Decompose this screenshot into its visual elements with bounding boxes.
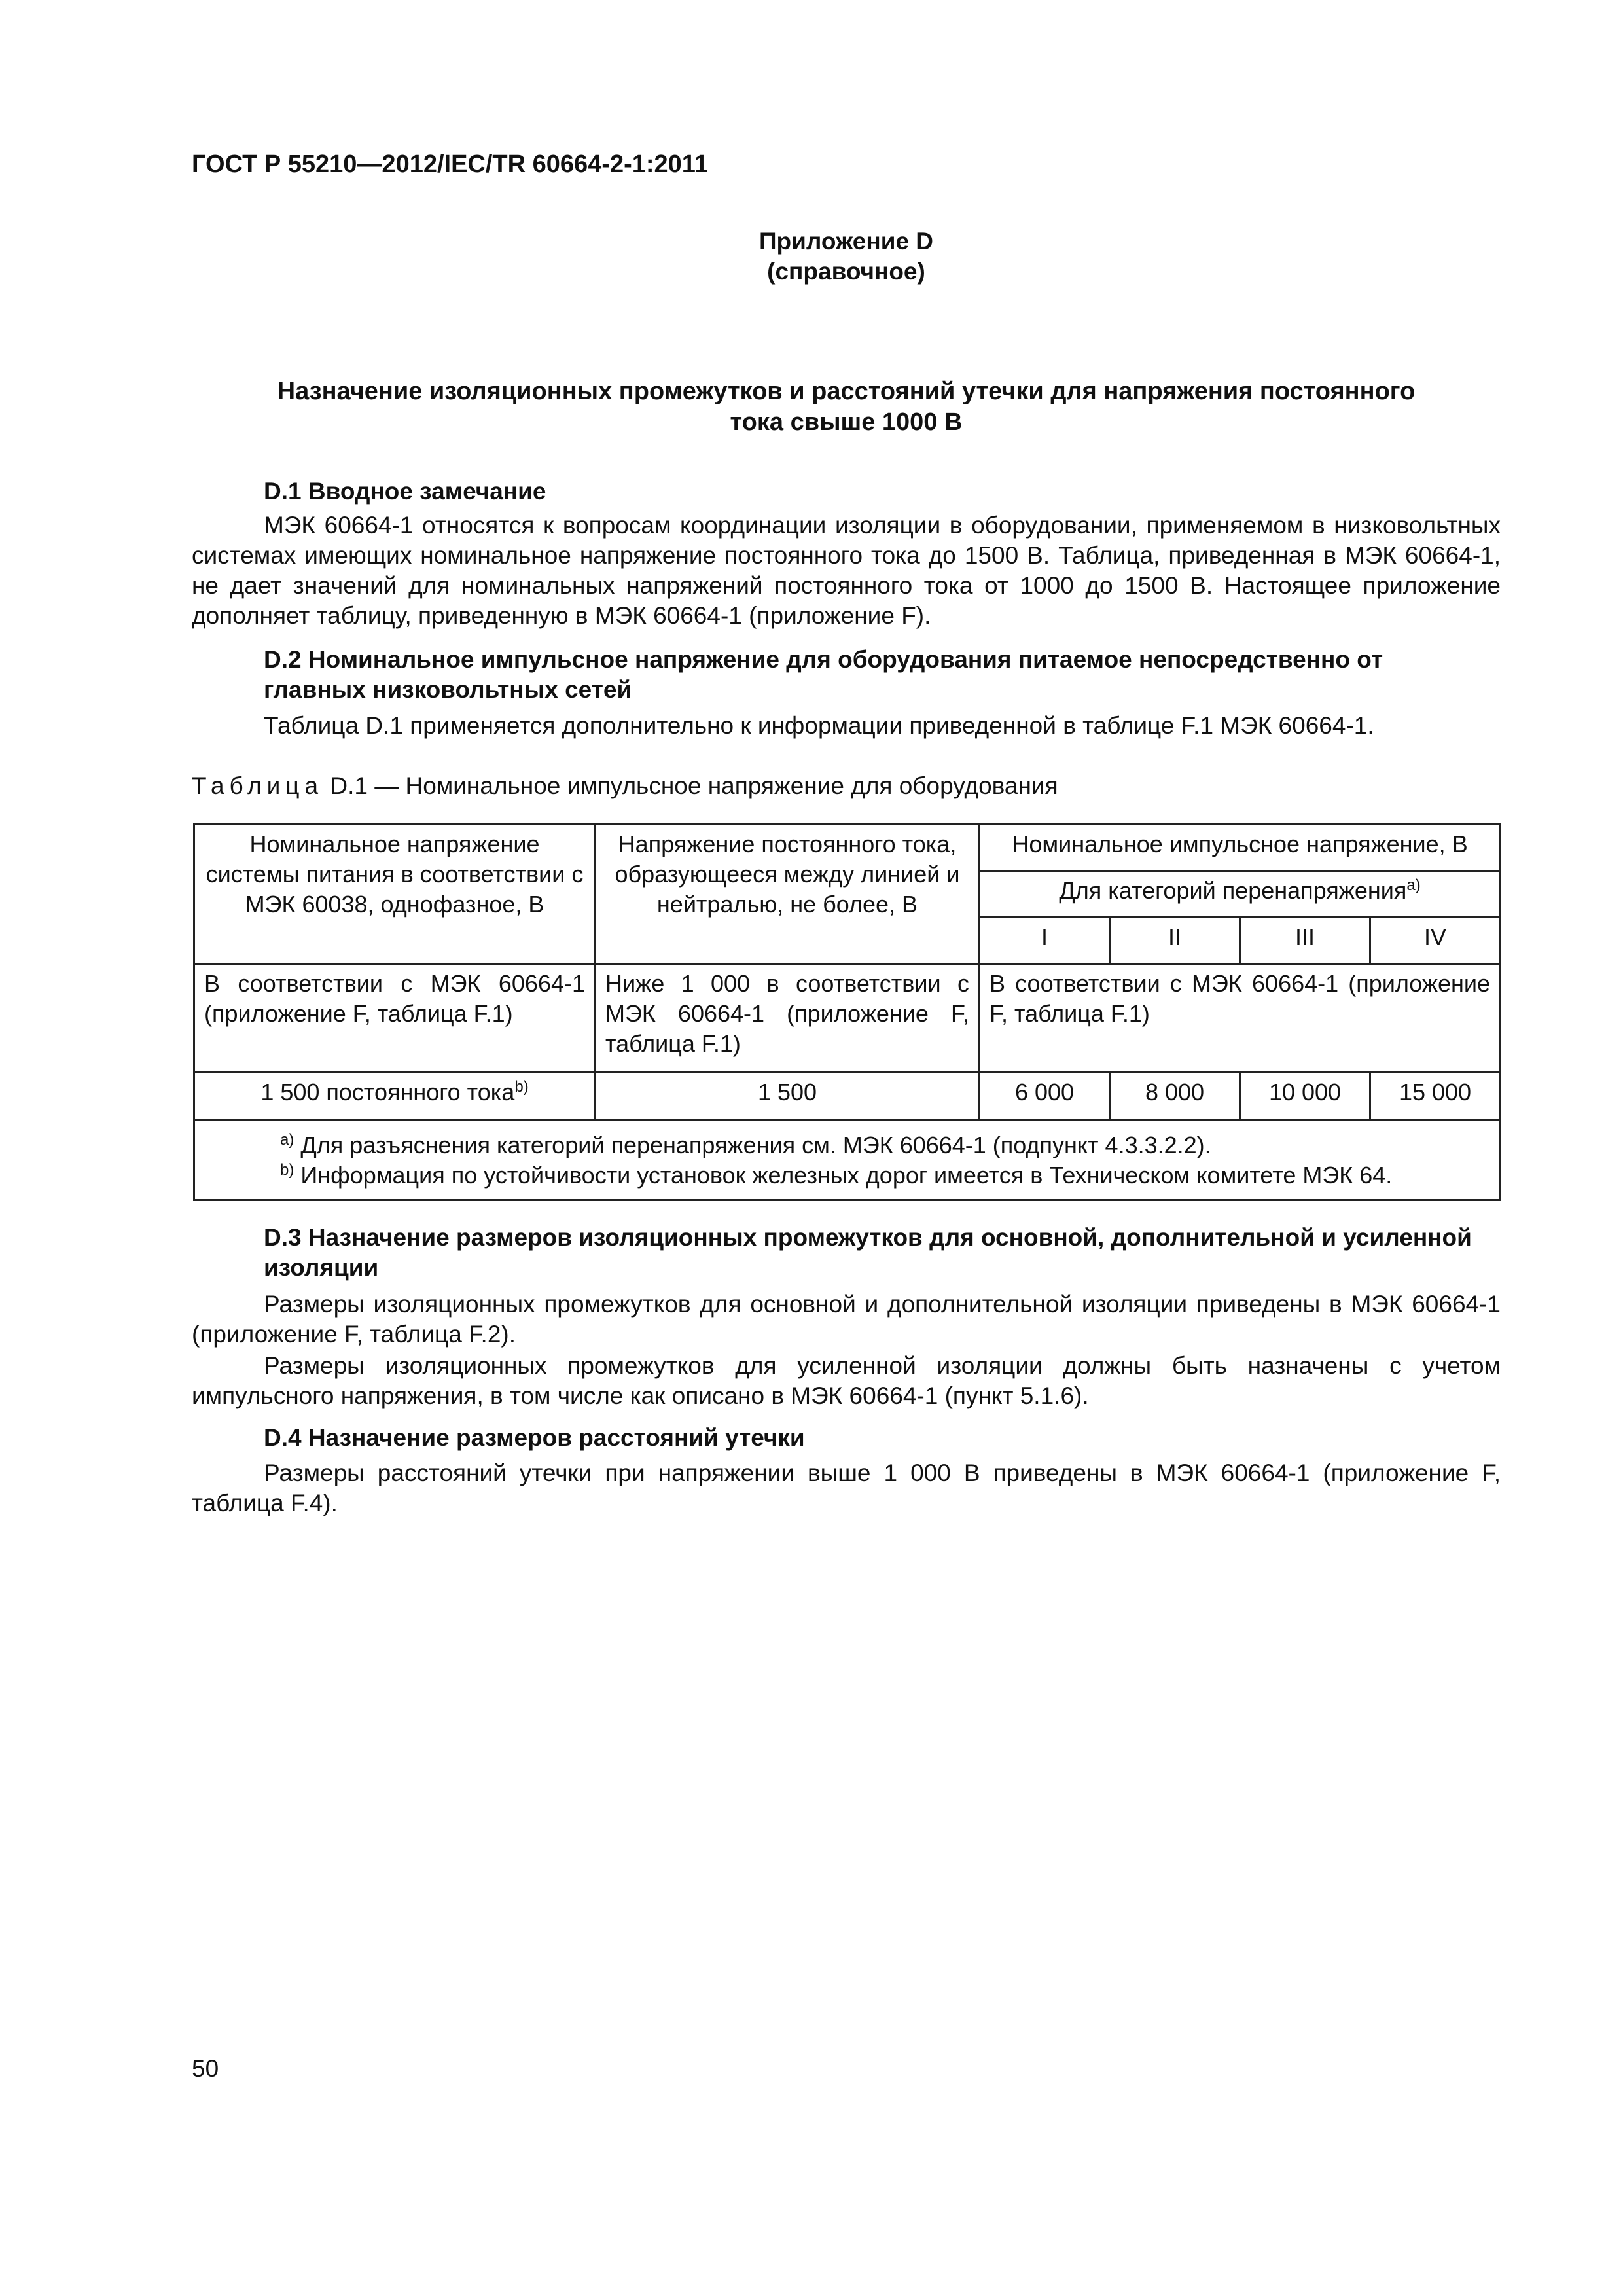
table-caption <box>192 771 1058 801</box>
footnote-a-text: Для разъяснения категорий перенапряжения см. МЭК 60664-1 (подпункт 4.3.3.2.2). <box>294 1131 1211 1158</box>
header-dc-voltage: Напряжение постоянного тока, образующееся между линией и нейтралью, не более, В <box>596 825 980 964</box>
section-d4-text: Размеры расстояний утечки при напряжении выше 1 000 В приведены в МЭК 60664-1 (приложение F, таблица F.4). <box>192 1460 1501 1516</box>
footnote-b <box>280 1160 1490 1191</box>
section-d3-heading-line1: D.3 Назначение размеров изоляционных промежутков для основной, дополнительной и усиленной <box>264 1224 1472 1251</box>
table-caption-label: Таблица <box>192 772 324 799</box>
section-d2-heading-line2: главных низковольтных сетей <box>264 676 632 703</box>
section-d3-heading-line2: изоляции <box>264 1254 379 1281</box>
header-system-voltage: Номинальное напряжение системы питания в соответствии с МЭК 60038, однофазное, В <box>194 825 596 964</box>
row2-category-iv: 15 000 <box>1370 1073 1501 1121</box>
section-d3-text2: Размеры изоляционных промежутков для усиленной изоляции должны быть назначены с учетом импульсного напряжения, в том числе как описано в МЭК 60664-1 (пункт 5.1.6). <box>192 1352 1501 1409</box>
row2-system-voltage <box>194 1073 596 1121</box>
annex-kind: (справочное) <box>767 258 925 285</box>
row2-category-iii: 10 000 <box>1240 1073 1370 1121</box>
section-d1-heading: D.1 Вводное замечание <box>264 478 546 505</box>
section-d4-heading: D.4 Назначение размеров расстояний утечки <box>264 1424 805 1451</box>
category-iv: IV <box>1370 918 1501 964</box>
footnote-b-text: Информация по устойчивости установок железных дорог имеется в Техническом комитете МЭК 64. <box>294 1161 1393 1189</box>
table-footnotes <box>194 1121 1501 1200</box>
section-d3-text1: Размеры изоляционных промежутков для основной и дополнительной изоляции приведены в МЭК 60664-1 (приложение F, таблица F.2). <box>192 1291 1501 1348</box>
category-i: I <box>980 918 1110 964</box>
main-title-line2: тока свыше 1000 В <box>730 408 963 436</box>
row2-category-i: 6 000 <box>980 1073 1110 1121</box>
header-overvoltage-category-label: Для категорий перенапряжения <box>1059 877 1407 904</box>
row2-category-ii: 8 000 <box>1110 1073 1240 1121</box>
footnote-mark-a: a) <box>1406 876 1421 894</box>
page-number: 50 <box>192 2055 219 2082</box>
footnote-a <box>280 1130 1490 1160</box>
footnote-mark-b: b) <box>514 1078 529 1096</box>
row2-dc-voltage: 1 500 <box>596 1073 980 1121</box>
row1-dc-voltage: Ниже 1 000 в соответствии с МЭК 60664-1 (приложение F, таблица F.1) <box>596 964 980 1073</box>
category-ii: II <box>1110 918 1240 964</box>
section-d1-text: МЭК 60664-1 относятся к вопросам координации изоляции в оборудовании, применяемом в низковольтных системах имеющих номинальное напряжение постоянного тока до 1500 В. Таблица, приведенная в МЭК 60664-1, не дает значений для номинальных напряжений постоянного тока от 1000 до 1500 В. Настоящее приложение дополняет таблицу, приведенную в МЭК 60664-1 (приложение F). <box>192 512 1501 629</box>
footnote-b-mark: b) <box>280 1160 294 1179</box>
section-d2-heading-line1: D.2 Номинальное импульсное напряжение для оборудования питаемое непосредственно от <box>264 646 1383 673</box>
row2-system-voltage-text: 1 500 постоянного тока <box>260 1079 515 1105</box>
section-d2-text: Таблица D.1 применяется дополнительно к информации приведенной в таблице F.1 МЭК 60664-1. <box>264 712 1374 739</box>
header-overvoltage-category <box>980 871 1501 918</box>
row1-system-voltage: В соответствии с МЭК 60664-1 (приложение F, таблица F.1) <box>194 964 596 1073</box>
main-title-line1: Назначение изоляционных промежутков и расстояний утечки для напряжения постоянного <box>277 378 1416 405</box>
row1-impulse-voltage: В соответствии с МЭК 60664-1 (приложение F, таблица F.1) <box>980 964 1501 1073</box>
footnote-a-mark: a) <box>280 1130 294 1149</box>
document-id: ГОСТ Р 55210—2012/IEC/TR 60664-2-1:2011 <box>192 151 708 178</box>
category-iii: III <box>1240 918 1370 964</box>
impulse-voltage-table <box>193 823 1501 1201</box>
header-impulse-voltage: Номинальное импульсное напряжение, В <box>980 825 1501 871</box>
table-caption-text: D.1 — Номинальное импульсное напряжение для оборудования <box>323 772 1058 799</box>
annex-title: Приложение D <box>758 228 934 255</box>
